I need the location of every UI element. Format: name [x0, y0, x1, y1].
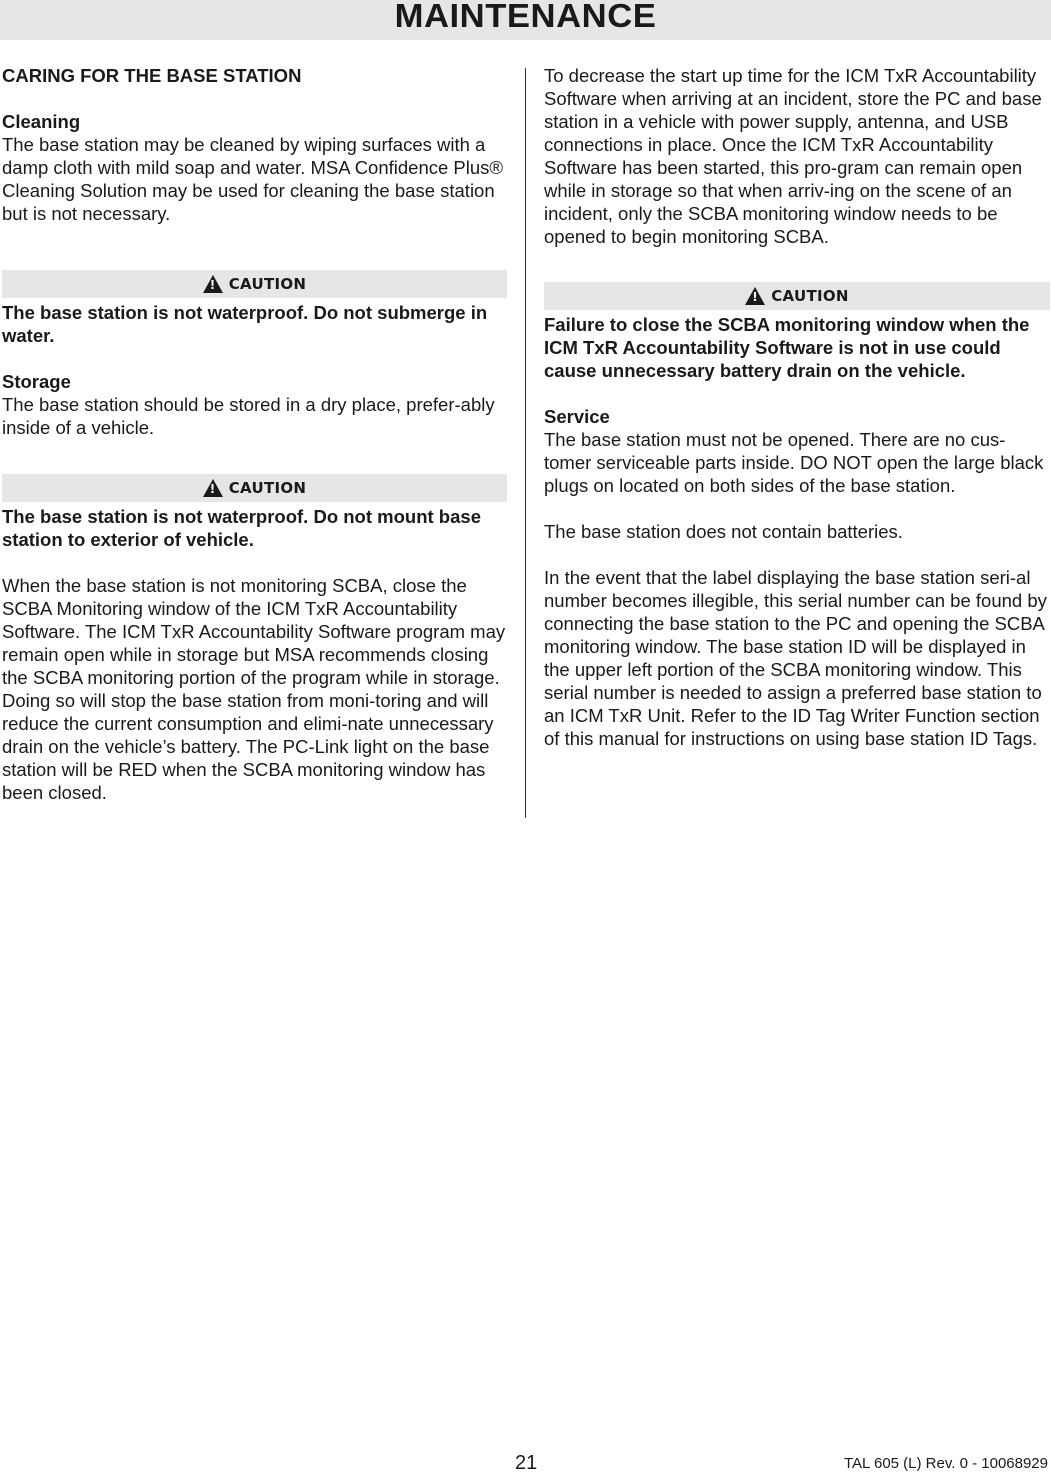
startup-text: To decrease the start up time for the ICM TxR Accountability Software when arriving at an incident, store the PC and base station in a vehicle with power supply, antenna, and USB connections in place. Once the ICM TxR Accountability Software has been started, this pro-gram can remain open while in storage so that when arriv-ing on the scene of an incident, only the SCBA monitoring window needs to be opened to begin monitoring SCBA. [544, 65, 1042, 247]
storage-text: The base station should be stored in a dry place, prefer-ably inside of a vehicle. [2, 394, 495, 438]
column-divider [525, 68, 526, 818]
batteries-text: The base station does not contain batteries. [544, 521, 903, 542]
page-title: MAINTENANCE [394, 0, 657, 34]
cleaning-heading: Cleaning [2, 111, 81, 132]
page-title-banner [0, 0, 1051, 40]
caution-text-battery-drain: Failure to close the SCBA monitoring window when the ICM TxR Accountability Software is not in use could cause unnecessary battery drain on the vehicle. [544, 314, 1030, 381]
caution-text-waterproof-mount: The base station is not waterproof. Do not mount base station to exterior of vehicle. [2, 506, 481, 550]
monitoring-text: When the base station is not monitoring SCBA, close the SCBA Monitoring window of the ICM TxR Accountability Software. The ICM TxR Accountability Software program may remain open while in storage but MSA recommends closing the SCBA monitoring portion of the program while in storage. Doing so will stop the base station from moni-toring and will reduce the current consumption and elimi-nate unnecessary drain on the vehicle’s battery. The PC-Link light on the base station will be RED when the SCBA monitoring window has been closed. [2, 575, 506, 803]
caution-text-waterproof-submerge: The base station is not waterproof. Do not submerge in water. [2, 302, 488, 346]
caution-banner-2 [2, 474, 507, 502]
caution-banner-3 [544, 282, 1050, 310]
service-heading: Service [544, 406, 610, 427]
warning-icon [745, 287, 765, 305]
right-column [544, 64, 1050, 750]
service-text: The base station must not be opened. There are no cus-tomer serviceable parts inside. DO NOT open the large black plugs on located on both sides of the base station. [544, 429, 1044, 496]
page-number: 21 [515, 1452, 538, 1474]
caution-banner-1 [2, 270, 507, 298]
cleaning-text: The base station may be cleaned by wiping surfaces with a damp cloth with mild soap and water. MSA Confidence Plus® Cleaning Solution may be used for cleaning the base station but is not necessary. [2, 134, 504, 224]
serial-text: In the event that the label displaying the base station seri-al number becomes illegible, this serial number can be found by connecting the base station to the PC and opening the SCBA monitoring window. The base station ID will be displayed in the upper left portion of the SCBA monitoring window. This serial number is needed to assign a preferred base station to an ICM TxR Unit. Refer to the ID Tag Writer Function section of this manual for instructions on using base station ID Tags. [544, 567, 1047, 749]
caution-label: CAUTION [228, 274, 307, 293]
caution-label: CAUTION [228, 478, 307, 497]
section-title: CARING FOR THE BASE STATION [2, 65, 302, 86]
warning-icon [203, 275, 223, 293]
document-reference: TAL 605 (L) Rev. 0 - 10068929 [843, 1455, 1048, 1472]
storage-heading: Storage [2, 371, 71, 392]
warning-icon [203, 479, 223, 497]
left-column [2, 64, 507, 804]
caution-label: CAUTION [771, 286, 849, 305]
